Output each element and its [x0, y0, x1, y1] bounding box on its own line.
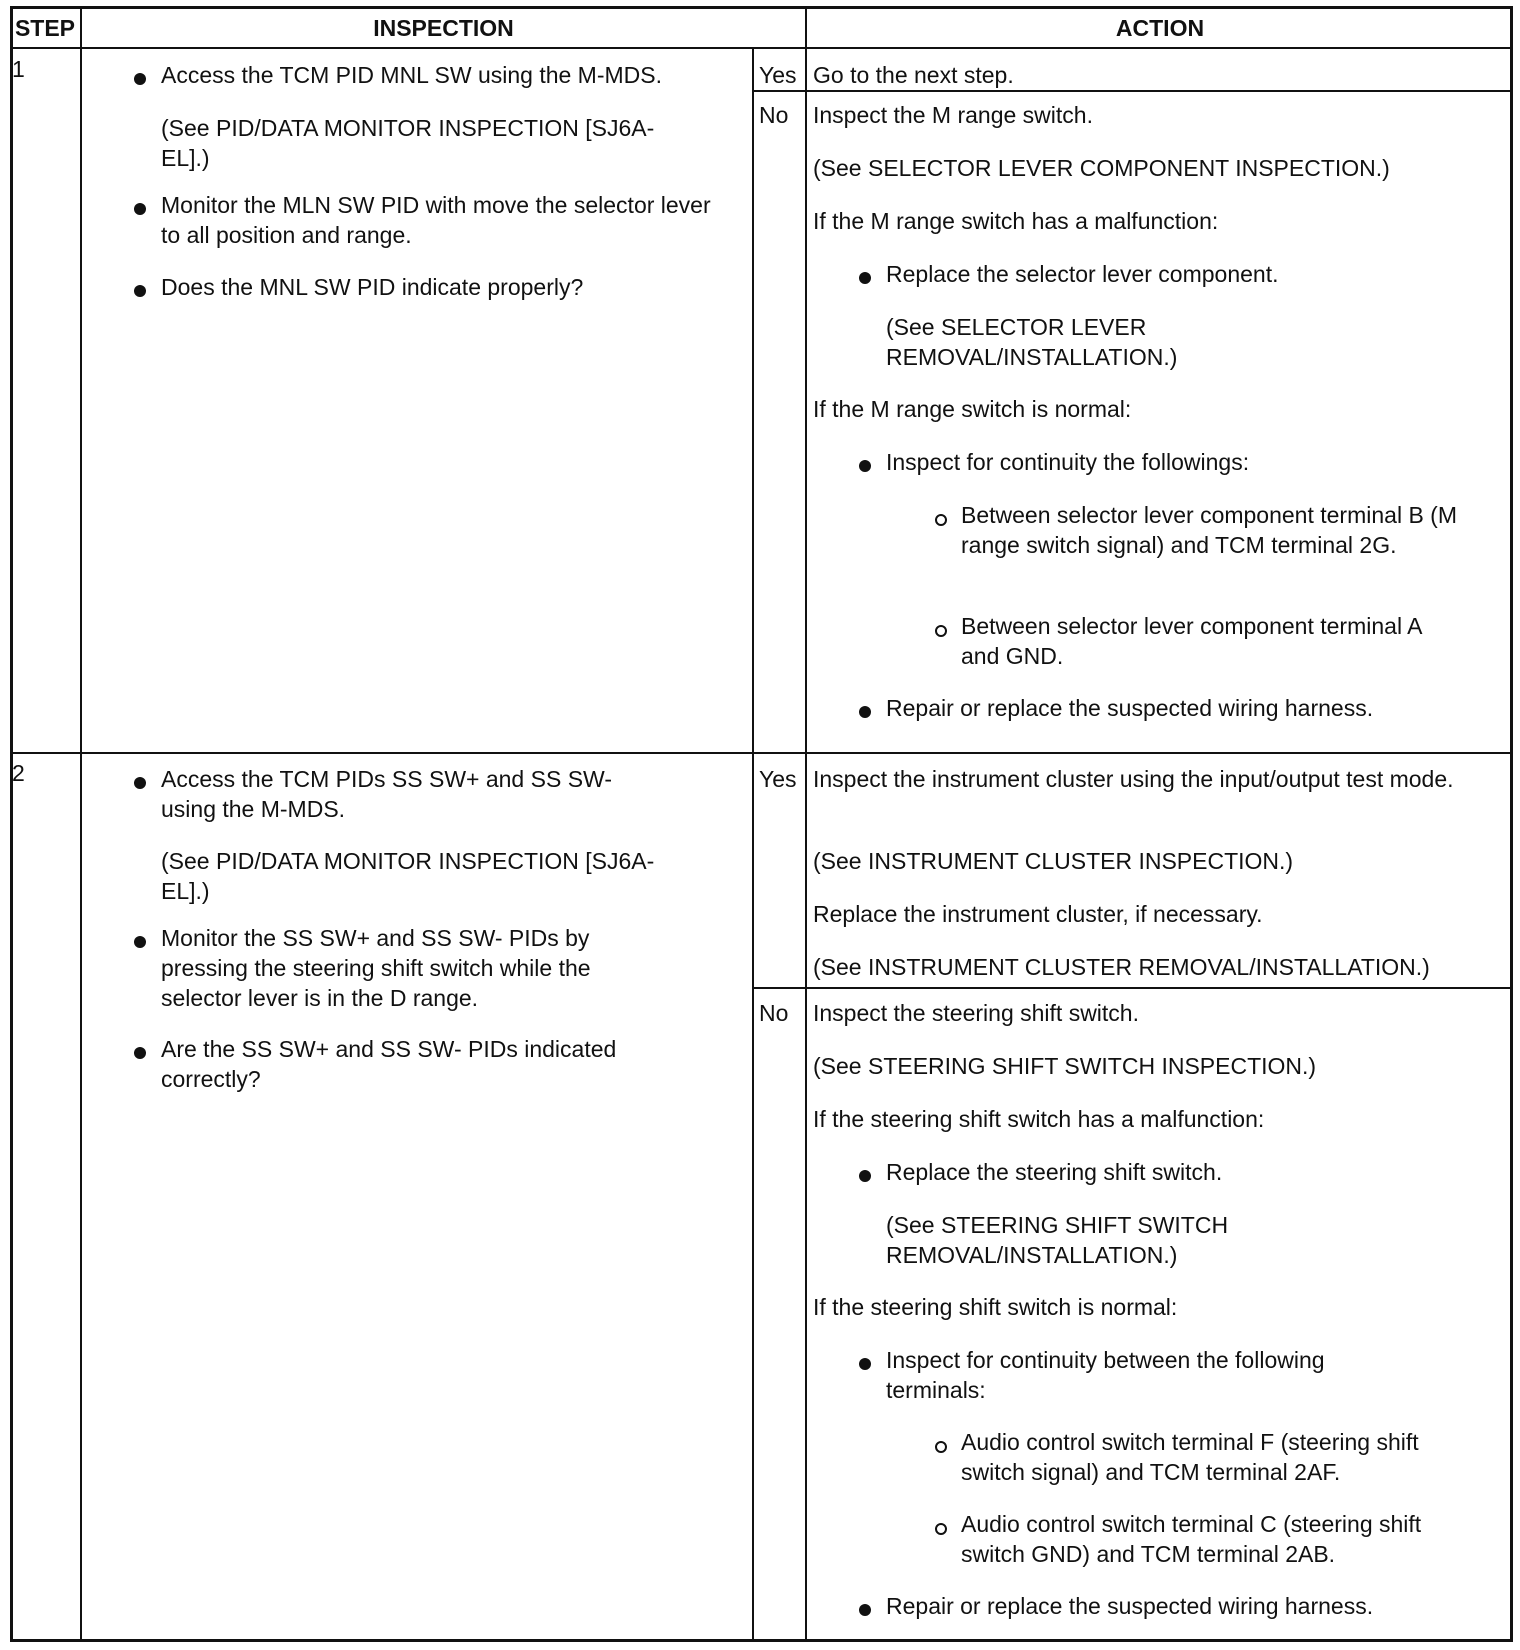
inspection-line: Access the TCM PID MNL SW using the M-MDS.	[161, 62, 663, 88]
bullet-icon	[859, 1170, 871, 1182]
action-line: (See INSTRUMENT CLUSTER INSPECTION.)	[813, 848, 1294, 874]
action-line: Replace the selector lever component.	[886, 261, 1279, 287]
action-line: If the M range switch is normal:	[813, 396, 1132, 422]
inspection-line: (See PID/DATA MONITOR INSPECTION [SJ6A-EL].)	[161, 848, 655, 904]
action-line: If the steering shift switch is normal:	[813, 1294, 1178, 1320]
action-line: (See SELECTOR LEVER COMPONENT INSPECTION.)	[813, 155, 1390, 181]
action-line: Go to the next step.	[813, 62, 1014, 88]
step-number: 1	[12, 56, 25, 82]
row2-inspection	[82, 754, 750, 1640]
yes-label: Yes	[759, 766, 797, 792]
header-inspection: INSPECTION	[373, 15, 514, 41]
action-line: Repair or replace the suspected wiring harness.	[886, 695, 1374, 721]
inspection-line: Does the MNL SW PID indicate properly?	[161, 274, 584, 300]
row1-yes-action	[807, 50, 1511, 90]
inspection-table	[10, 6, 1513, 1642]
action-line: Replace the steering shift switch.	[886, 1159, 1223, 1185]
bullet-icon	[859, 272, 871, 284]
bullet-icon	[134, 1047, 146, 1059]
action-line: Between selector lever component terminal B (M range switch signal) and TCM terminal 2G.	[961, 502, 1457, 558]
sub-bullet-icon	[935, 1441, 947, 1453]
action-line: Inspect the instrument cluster using the input/output test mode.	[813, 766, 1454, 792]
action-line: Inspect for continuity between the following terminals:	[886, 1347, 1325, 1403]
action-line: If the M range switch has a malfunction:	[813, 208, 1219, 234]
action-line: Audio control switch terminal F (steering shift switch signal) and TCM terminal 2AF.	[961, 1429, 1419, 1485]
action-line: Inspect for continuity the followings:	[886, 449, 1250, 475]
no-label: No	[759, 1000, 789, 1026]
sub-bullet-icon	[935, 625, 947, 637]
inspection-line: Monitor the MLN SW PID with move the selector lever to all position and range.	[161, 192, 711, 248]
yes-label: Yes	[759, 62, 797, 88]
bullet-icon	[134, 203, 146, 215]
row2-yes-action	[807, 754, 1511, 987]
action-line: Replace the instrument cluster, if necessary.	[813, 901, 1263, 927]
action-line: Audio control switch terminal C (steering shift switch GND) and TCM terminal 2AB.	[961, 1511, 1422, 1567]
no-label: No	[759, 102, 789, 128]
action-line: Repair or replace the suspected wiring harness.	[886, 1593, 1374, 1619]
result-column-divider	[752, 47, 754, 1642]
action-line: Between selector lever component terminal A and GND.	[961, 613, 1422, 669]
sub-bullet-icon	[935, 514, 947, 526]
bullet-icon	[134, 285, 146, 297]
inspection-line: (See PID/DATA MONITOR INSPECTION [SJ6A-EL].)	[161, 115, 655, 171]
inspection-line: Are the SS SW+ and SS SW- PIDs indicated correctly?	[161, 1036, 617, 1092]
header-action: ACTION	[1115, 15, 1205, 41]
action-line: If the steering shift switch has a malfunction:	[813, 1106, 1265, 1132]
action-line: Inspect the M range switch.	[813, 102, 1093, 128]
bullet-icon	[859, 1358, 871, 1370]
row1-inspection	[82, 50, 750, 750]
bullet-icon	[134, 777, 146, 789]
bullet-icon	[134, 936, 146, 948]
inspection-line: Monitor the SS SW+ and SS SW- PIDs by pressing the steering shift switch while the selector lever is in the D range.	[161, 925, 591, 1011]
step-number: 2	[12, 760, 25, 786]
inspection-line: Access the TCM PIDs SS SW+ and SS SW- using the M-MDS.	[161, 766, 612, 822]
header-step: STEP	[14, 15, 76, 41]
action-line: (See STEERING SHIFT SWITCH REMOVAL/INSTALLATION.)	[886, 1212, 1229, 1268]
row2-no-action	[807, 989, 1511, 1640]
bullet-icon	[134, 73, 146, 85]
action-line: Inspect the steering shift switch.	[813, 1000, 1139, 1026]
row1-no-action	[807, 92, 1511, 750]
bullet-icon	[859, 1604, 871, 1616]
action-line: (See SELECTOR LEVER REMOVAL/INSTALLATION.)	[886, 314, 1178, 370]
bullet-icon	[859, 706, 871, 718]
action-line: (See INSTRUMENT CLUSTER REMOVAL/INSTALLATION.)	[813, 954, 1430, 980]
bullet-icon	[859, 460, 871, 472]
sub-bullet-icon	[935, 1523, 947, 1535]
action-line: (See STEERING SHIFT SWITCH INSPECTION.)	[813, 1053, 1317, 1079]
